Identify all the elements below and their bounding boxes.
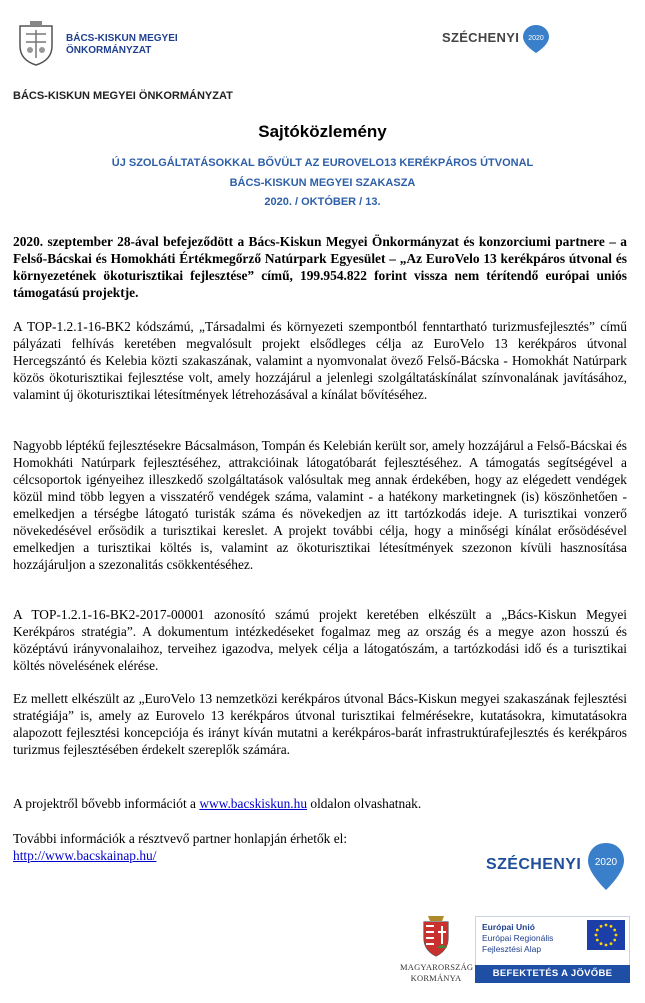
county-website-link[interactable]: www.bacskiskun.hu bbox=[199, 796, 308, 811]
szechenyi-logo-word: SZÉCHENYI bbox=[442, 30, 520, 45]
info-prefix: A projektről bővebb információt a bbox=[13, 796, 200, 811]
eu-line2: Európai Regionális bbox=[482, 933, 554, 943]
lead-paragraph: 2020. szeptember 28-ával befejeződött a Bács-Kiskun Megyei Önkormányzat és konzorciumi partnere – a Felső-Bácskai és Homokháti Értékmegőrző Natúrpark Egyesület – „Az EuroVelo 13 kerékpáros útvonal és környezetének ökoturisztikai fejlesztése” című, 199.954.822 forint vissza nem térítendő európai uniós támogatású projektje. bbox=[13, 234, 627, 300]
eu-flag-icon bbox=[587, 920, 625, 950]
szechenyi-logo-footer bbox=[486, 838, 626, 898]
paragraph-3: A TOP-1.2.1-16-BK2-2017-00001 azonosító számú projekt keretében elkészült a „Bács-Kiskun Megyei Kerékpáros stratégia”. A dokumentum intézkedéseket fogalmaz meg az ország és a megye azon hosszú és középtávú irányvonalaihoz, terveihez igazodva, melyek célja a látogatószám, a tartózkodási idő és a turisztikai költés növelésének elérése. bbox=[13, 607, 627, 673]
info-paragraph bbox=[13, 795, 627, 812]
org-logo-line1: BÁCS-KISKUN MEGYEI bbox=[66, 33, 178, 44]
szechenyi-pin-icon bbox=[522, 24, 550, 54]
szechenyi-year: 2020 bbox=[528, 35, 544, 42]
info-suffix: oldalon olvashatnak. bbox=[307, 796, 422, 811]
release-date: 2020. / OKTÓBER / 13. bbox=[264, 196, 381, 208]
gov-line2: KORMÁNYA bbox=[410, 973, 462, 983]
partner-website-link[interactable]: http://www.bacskainap.hu/ bbox=[13, 848, 157, 863]
eu-line3: Fejlesztési Alap bbox=[482, 944, 542, 954]
paragraph-4: Ez mellett elkészült az „EuroVelo 13 nemzetközi kerékpáros útvonal Bács-Kiskun megyei szakaszának fejlesztési stratégiája” is, amely az Eurovelo 13 kerékpáros útvonal turisztikai felmérésekre, kutatásokra, kimutatásokra alapozott fejlesztési koncepciója és irányt kíván mutatni a kerékpáros-barát infrastruktúrafejlesztés és kerékpáros turizmus fejlesztésében érdekelt szereplők számára. bbox=[13, 691, 627, 757]
org-logo-line2: ÖNKORMÁNYZAT bbox=[66, 45, 152, 56]
gov-line1: MAGYARORSZÁG bbox=[400, 962, 474, 972]
government-logo-text bbox=[400, 962, 472, 984]
county-crest-icon bbox=[16, 20, 56, 66]
eu-line1: Európai Unió bbox=[482, 922, 535, 932]
paragraph-2: Nagyobb léptékű fejlesztésekre Bácsalmáson, Tompán és Kelebián került sor, amely hozzájárul a Felső-Bácskai és Homokháti Natúrpark fejlesztéséhez, attrakcióinak látogatóbarát fejlesztéséhez. A támogatás segítségével a célcsoportok igényeihez illeszkedő szolgáltatások valósultak meg annak érdekében, hogy az elégedett vendégek közül mind több legyen a visszatérő vendégek száma, valamint - a hatékony marketingnek (is) köszönhetően - emelkedjen a térségbe látogató turisták száma és növekedjen az itt tartózkodás ideje. A turisztikai vonzerő növekedésével erősödik a turisztikai kereslet. A projekt további célja, hogy a minőségi kínálat erősödésével emelkedjen a turisztikai költés is, valamint az ökoturisztikai létesítmények szezonon kívüli hasznosítása hozzájáruljon a szezonalitás csökkentéséhez. bbox=[13, 438, 627, 572]
subtitle-line1: ÚJ SZOLGÁLTATÁSOKKAL BŐVÜLT AZ EUROVELO13 KERÉKPÁROS ÚTVONAL bbox=[111, 157, 534, 169]
subtitle-line2: BÁCS-KISKUN MEGYEI SZAKASZA bbox=[229, 177, 416, 189]
eu-slogan-band: BEFEKTETÉS A JÖVŐBE bbox=[475, 965, 630, 983]
paragraph-1: A TOP-1.2.1-16-BK2 kódszámú, „Társadalmi és környezeti szempontból fenntartható turizmusfejlesztés” című pályázati felhívás keretében megvalósult projekt elsődleges célja az EuroVelo 13 kerékpáros útvonal Hercegszántó és Kelebia közti szakaszának, valamint a nyomvonalat övező Felső-Bácska - Homokhát Natúrpark közös ökoturisztikai fejlesztése volt, amely hozzájárul a jelenlegi szolgáltatáskínálat színvonalának javításához, valamint új ökoturisztikai létesítmények létrehozásával a kínálat bővítéséhez. bbox=[13, 319, 627, 402]
szechenyi-footer-pin-icon bbox=[586, 842, 626, 892]
szechenyi-footer-word: SZÉCHENYI bbox=[486, 856, 582, 873]
org-name-heading: BÁCS-KISKUN MEGYEI ÖNKORMÁNYZAT bbox=[13, 90, 233, 102]
page-title: Sajtóközlemény bbox=[258, 122, 387, 141]
szechenyi-footer-year: 2020 bbox=[594, 857, 618, 868]
hungary-crest-icon bbox=[418, 912, 454, 958]
org-logo-text bbox=[66, 33, 178, 57]
eu-funding-text bbox=[482, 922, 553, 955]
partner-text: További információk a résztvevő partner honlapján érhetők el: bbox=[13, 831, 348, 846]
